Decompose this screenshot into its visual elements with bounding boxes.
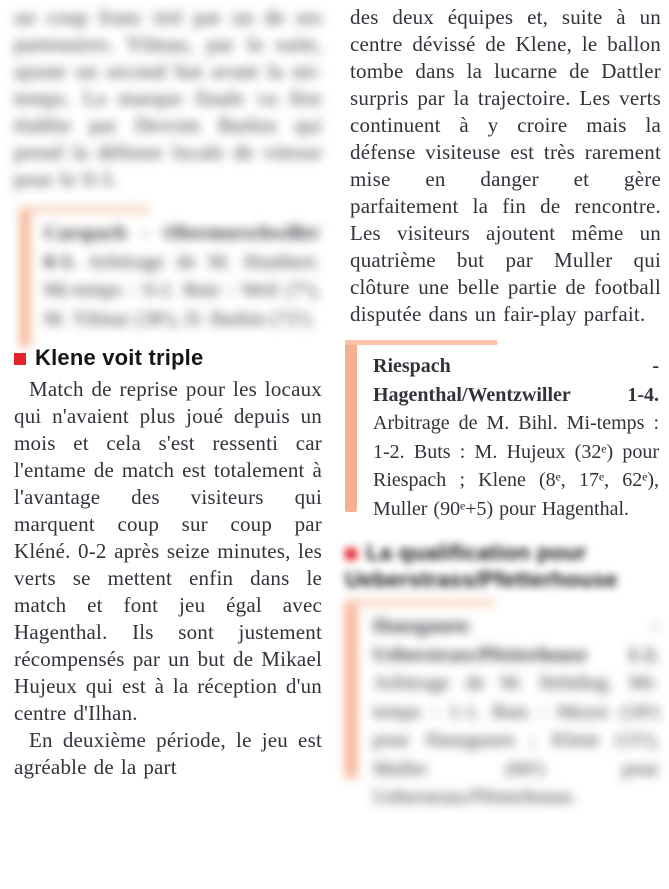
match-result-box-carspach (14, 207, 322, 333)
article-paragraph-2: En deuxième période, le jeu est agréable de la part (14, 728, 322, 779)
red-square-bullet-icon (14, 353, 26, 365)
match-result-box-riespach (345, 340, 661, 523)
article-column-right (345, 4, 661, 812)
match-details: Arbitrage de M. Humbert. Mi-temps : 0-2. Buts : Weil (7ᵉ), M. Yilmaz (38ᵉ), D. Barkin (72ᵉ). (44, 250, 320, 330)
match-result-box-hausgauen (345, 600, 661, 812)
match-details: Arbitrage de M. Hebding. Mi-temps : 1-1. Buts : Meyer (18ᵉ) pour Hausgauen ; Klene (15ᵉ), Muller (60ᵉ) pour Ueberstrass/Pfetterhouse. (373, 672, 659, 808)
article-paragraph-1: Match de reprise pour les locaux qui n'avaient plus joué depuis un mois et cela s'est ressenti car l'entame de match est totalement à l'avantage des visiteurs qui marquent coup sur coup par Kléné. 0-2 après seize minutes, les verts se mettent enfin dans le match et font jeu égal avec Hagenthal. Ils sont justement récompensés par un but de Mikael Hujeux qui est à la réception d'un centre d'Ilhan. (14, 377, 322, 725)
salmon-top-rule (345, 340, 497, 345)
match-teams-score: Riespach - Hagenthal/Wentzwiller 1-4. (373, 355, 659, 406)
match-result-text (373, 612, 659, 812)
salmon-left-rule (20, 207, 30, 347)
salmon-top-rule (20, 207, 150, 212)
match-result-text (44, 219, 320, 333)
match-result-text (373, 352, 659, 523)
salmon-top-rule (345, 600, 495, 605)
blurred-intro-paragraph: un coup franc tiré par un de ses partenaires. Yilmaz, par la suite, ajoute un second but avant la mi-temps. La marque finale va être établie par Devrim Barkin qui prend la défense locale de vitesse pour le 0-3. (14, 5, 322, 191)
headline-text: La qualification pour Ueberstrass/Pfetterhouse (345, 540, 618, 592)
match-details: Arbitrage de M. Bihl. Mi-temps : 1-2. Buts : M. Hujeux (32ᵉ) pour Riespach ; Klene (8ᵉ, 17ᵉ, 62ᵉ), Muller (90ᵉ+5) pour Hagenthal. (373, 412, 659, 520)
match-teams-score: Carspach - Obermorschwiller 0-3. (44, 222, 320, 273)
red-square-bullet-icon (345, 548, 357, 560)
article-column-left (14, 4, 322, 781)
article-paragraph-continued: des deux équipes et, suite à un centre dévissé de Klene, le ballon tombe dans la lucarne de Dattler surpris par la trajectoire. Les verts continuent à y croire mais la défense visiteuse est très rarement mise en danger et gère parfaitement la fin de rencontre. Les visiteurs ajoutent même un quatrième but par Muller qui clôture une belle partie de football disputée dans un fair-play parfait. (350, 5, 661, 326)
salmon-left-rule (345, 600, 357, 778)
section-headline-klene (14, 345, 322, 371)
match-teams-score: Hausgauen - Ueberstrass/Pfetterhouse 1-2. (373, 615, 659, 666)
headline-text: Klene voit triple (35, 345, 204, 370)
section-headline-qualification (345, 539, 661, 593)
salmon-left-rule (345, 340, 357, 512)
